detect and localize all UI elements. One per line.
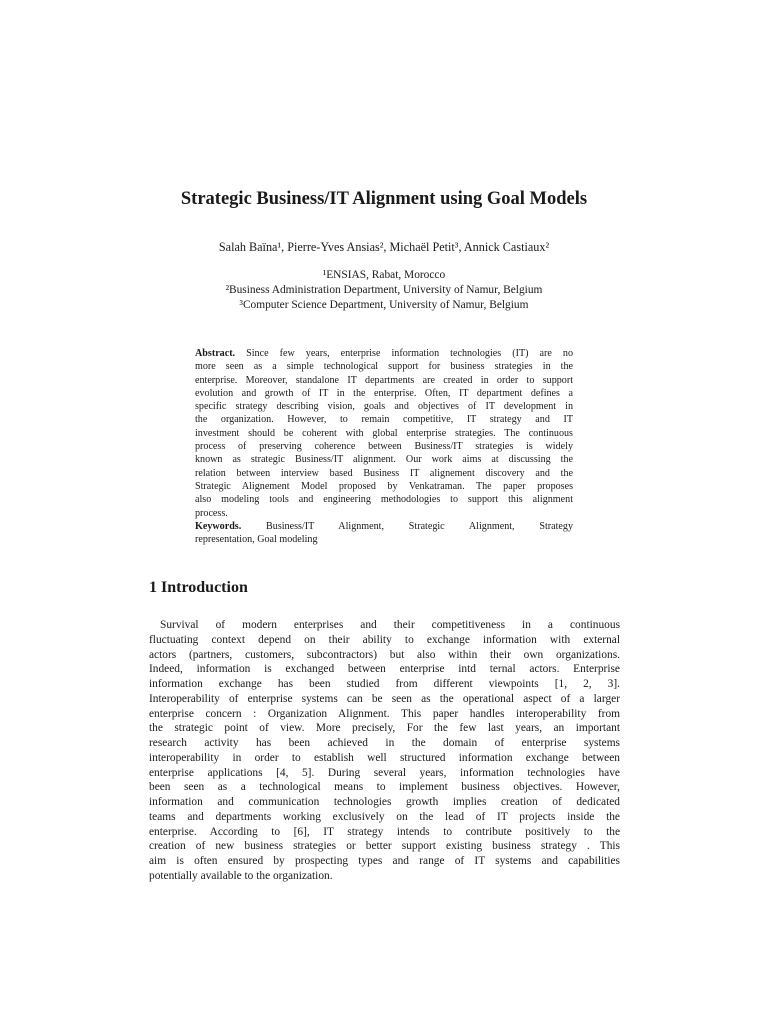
affiliations	[0, 268, 768, 314]
text-line: aim is often ensured by prospecting types and range of IT systems and capabilities	[149, 855, 620, 867]
text-line: more seen as a simple technological support for business strategies in the	[195, 361, 573, 373]
text-line: known as strategic Business/IT alignment. Our work aims at discussing the	[195, 454, 573, 466]
introduction-paragraph	[149, 618, 620, 884]
text-line: the organization. However, to remain competitive, IT strategy and IT	[195, 414, 573, 426]
text-line: enterprise concern : Organization Alignment. This paper handles interoperability from	[149, 707, 620, 720]
paper-title: Strategic Business/IT Alignment using Goal Models	[180, 189, 588, 209]
text-line: Strategic Alignement Model proposed by Venkatraman. The paper proposes	[195, 480, 573, 492]
keywords-last-line: representation, Goal modeling	[195, 534, 318, 546]
text-line: process of preserving coherence between Business/IT strategies is widely	[195, 441, 573, 453]
abstract-first-line	[195, 347, 573, 360]
text-line: creation of new business strategies or better support existing business strategy . This	[149, 840, 620, 853]
text-line: also modeling tools and engineering methodologies to support this alignment	[195, 494, 573, 506]
text-line: interoperability in order to establish well structured information exchange between	[149, 751, 620, 764]
text-line: actors (partners, customers, subcontractors) but also within their own organizations.	[149, 648, 620, 661]
text-line: Survival of modern enterprises and their competitiveness in a continuous	[160, 619, 620, 631]
text-line: Interoperability of enterprise systems can be seen as the operational aspect of a larger	[149, 692, 620, 705]
author-line: Salah Baïna¹, Pierre-Yves Ansias², Michaël Petit³, Annick Castiaux²	[218, 240, 550, 254]
text-line: specific strategy describing vision, goals and objectives of IT development in	[195, 401, 573, 413]
text-line: potentially available to the organization.	[149, 869, 333, 882]
text-line: enterprise applications [4, 5]. During several years, information technologies have	[149, 766, 620, 779]
text-line: the strategic point of view. More precisely, For the few last years, an important	[149, 722, 620, 735]
text-line: information and communication technologies growth implies creation of dedicated	[149, 796, 620, 808]
abstract-lines	[195, 360, 573, 520]
text-line: ¹ENSIAS, Rabat, Morocco	[322, 269, 446, 281]
text-line: ³Computer Science Department, University of Namur, Belgium	[239, 299, 529, 312]
text-line: evolution and growth of IT in the enterprise. Often, IT department defines a	[195, 387, 573, 399]
keywords-label: Keywords.	[195, 520, 242, 532]
abstract-label: Abstract.	[195, 348, 236, 359]
section-1-heading: 1 Introduction	[149, 579, 248, 596]
text-line: investment should be coherent with global enterprise strategies. The continuous	[195, 427, 573, 439]
text-line: enterprise. Moreover, standalone IT departments are created in order to support	[195, 374, 573, 386]
text-line: fluctuating context depend on their ability to exchange information with external	[149, 633, 620, 646]
text-line: research activity has been achieved in the domain of enterprise systems	[149, 737, 620, 749]
text-line: relation between interview based Business IT alignement discovery and the	[195, 467, 573, 479]
text-line: process.	[195, 507, 228, 519]
text-line: ²Business Administration Department, University of Namur, Belgium	[225, 284, 543, 297]
text-line: enterprise. According to [6], IT strategy intends to contribute positively to the	[149, 825, 620, 838]
abstract-block	[195, 347, 573, 546]
keywords-first-line	[195, 520, 573, 533]
text-line: Indeed, information is exchanged between enterprise intd ternal actors. Enterprise	[149, 663, 620, 676]
text-line: teams and departments working exclusively on the lead of IT projects inside the	[149, 810, 620, 823]
text-line: information exchange has been studied from different viewpoints [1, 2, 3].	[149, 678, 620, 690]
abstract-first-text: Since few years, enterprise information technologies (IT) are no	[246, 348, 573, 359]
keywords-first-text: Business/IT Alignment, Strategic Alignment, Strategy	[266, 520, 573, 532]
text-line: been seen as a technological means to implement business objectives. However,	[149, 781, 620, 794]
